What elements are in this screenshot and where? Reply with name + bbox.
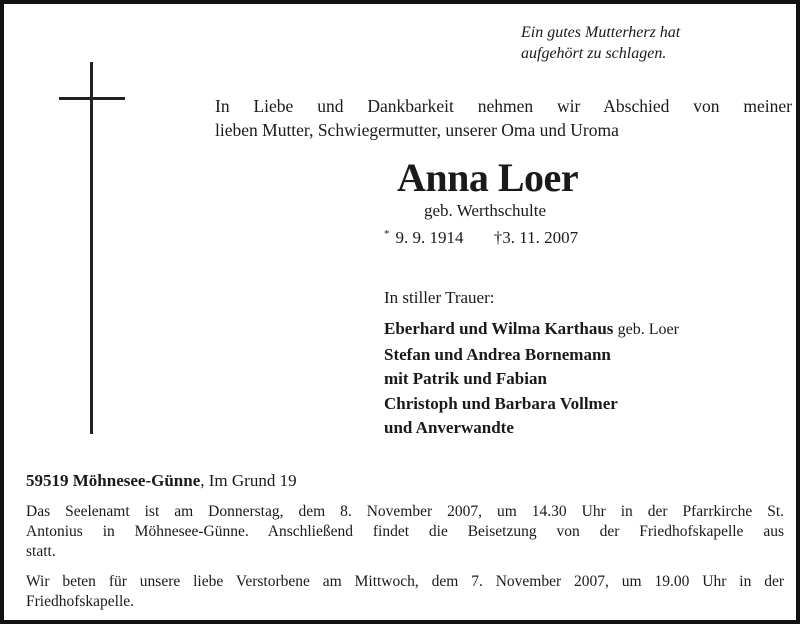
prayer-paragraph: Wir beten für unsere liebe Verstorbene am Mittwoch, dem 7. November 2007, um 19.00 Uhr in der Friedhofskapelle.: [26, 573, 784, 610]
funeral-mass-paragraph: Das Seelenamt ist am Donnerstag, dem 8. November 2007, um 14.30 Uhr in der Pfarrkirche St. Antonius in Möhnesee-Günne. Anschließend findet die Beisetzung von der Friedhofskapelle aus statt.: [26, 503, 784, 560]
mourner: Christoph und Barbara Vollmer: [384, 393, 618, 413]
address: 59519 Möhnesee-Günne, Im Grund 19: [26, 471, 297, 490]
mourner: Stefan und Andrea Bornemann: [384, 344, 611, 364]
cross-horizontal: [59, 97, 125, 100]
mourners-list: [384, 317, 679, 441]
deceased-name: Anna Loer: [397, 155, 579, 200]
birth-name: geb. Werthschulte: [424, 201, 547, 220]
mourner: Eberhard und Wilma Karthaus geb. Loer: [384, 319, 679, 338]
motto: [521, 22, 680, 64]
mourning-label: In stiller Trauer:: [384, 288, 495, 307]
motto-line: Ein gutes Mutterherz hat: [521, 24, 681, 41]
cross-vertical: [90, 62, 93, 434]
life-dates: [384, 228, 578, 248]
birth-star-icon: *: [384, 228, 390, 240]
mourner: mit Patrik und Fabian: [384, 369, 547, 388]
death-cross-icon: †: [493, 228, 503, 247]
intro-line: lieben Mutter, Schwiegermutter, unserer Oma und Uroma: [215, 120, 619, 140]
death-date: 3. 11. 2007: [502, 228, 579, 247]
mourner: und Anverwandte: [384, 418, 514, 437]
birth-date: 9. 9. 1914: [395, 228, 464, 247]
intro-text: [215, 94, 792, 142]
intro-line: In Liebe und Dankbarkeit nehmen wir Abschied von meiner: [215, 96, 792, 116]
motto-line: aufgehört zu schlagen.: [521, 45, 667, 62]
